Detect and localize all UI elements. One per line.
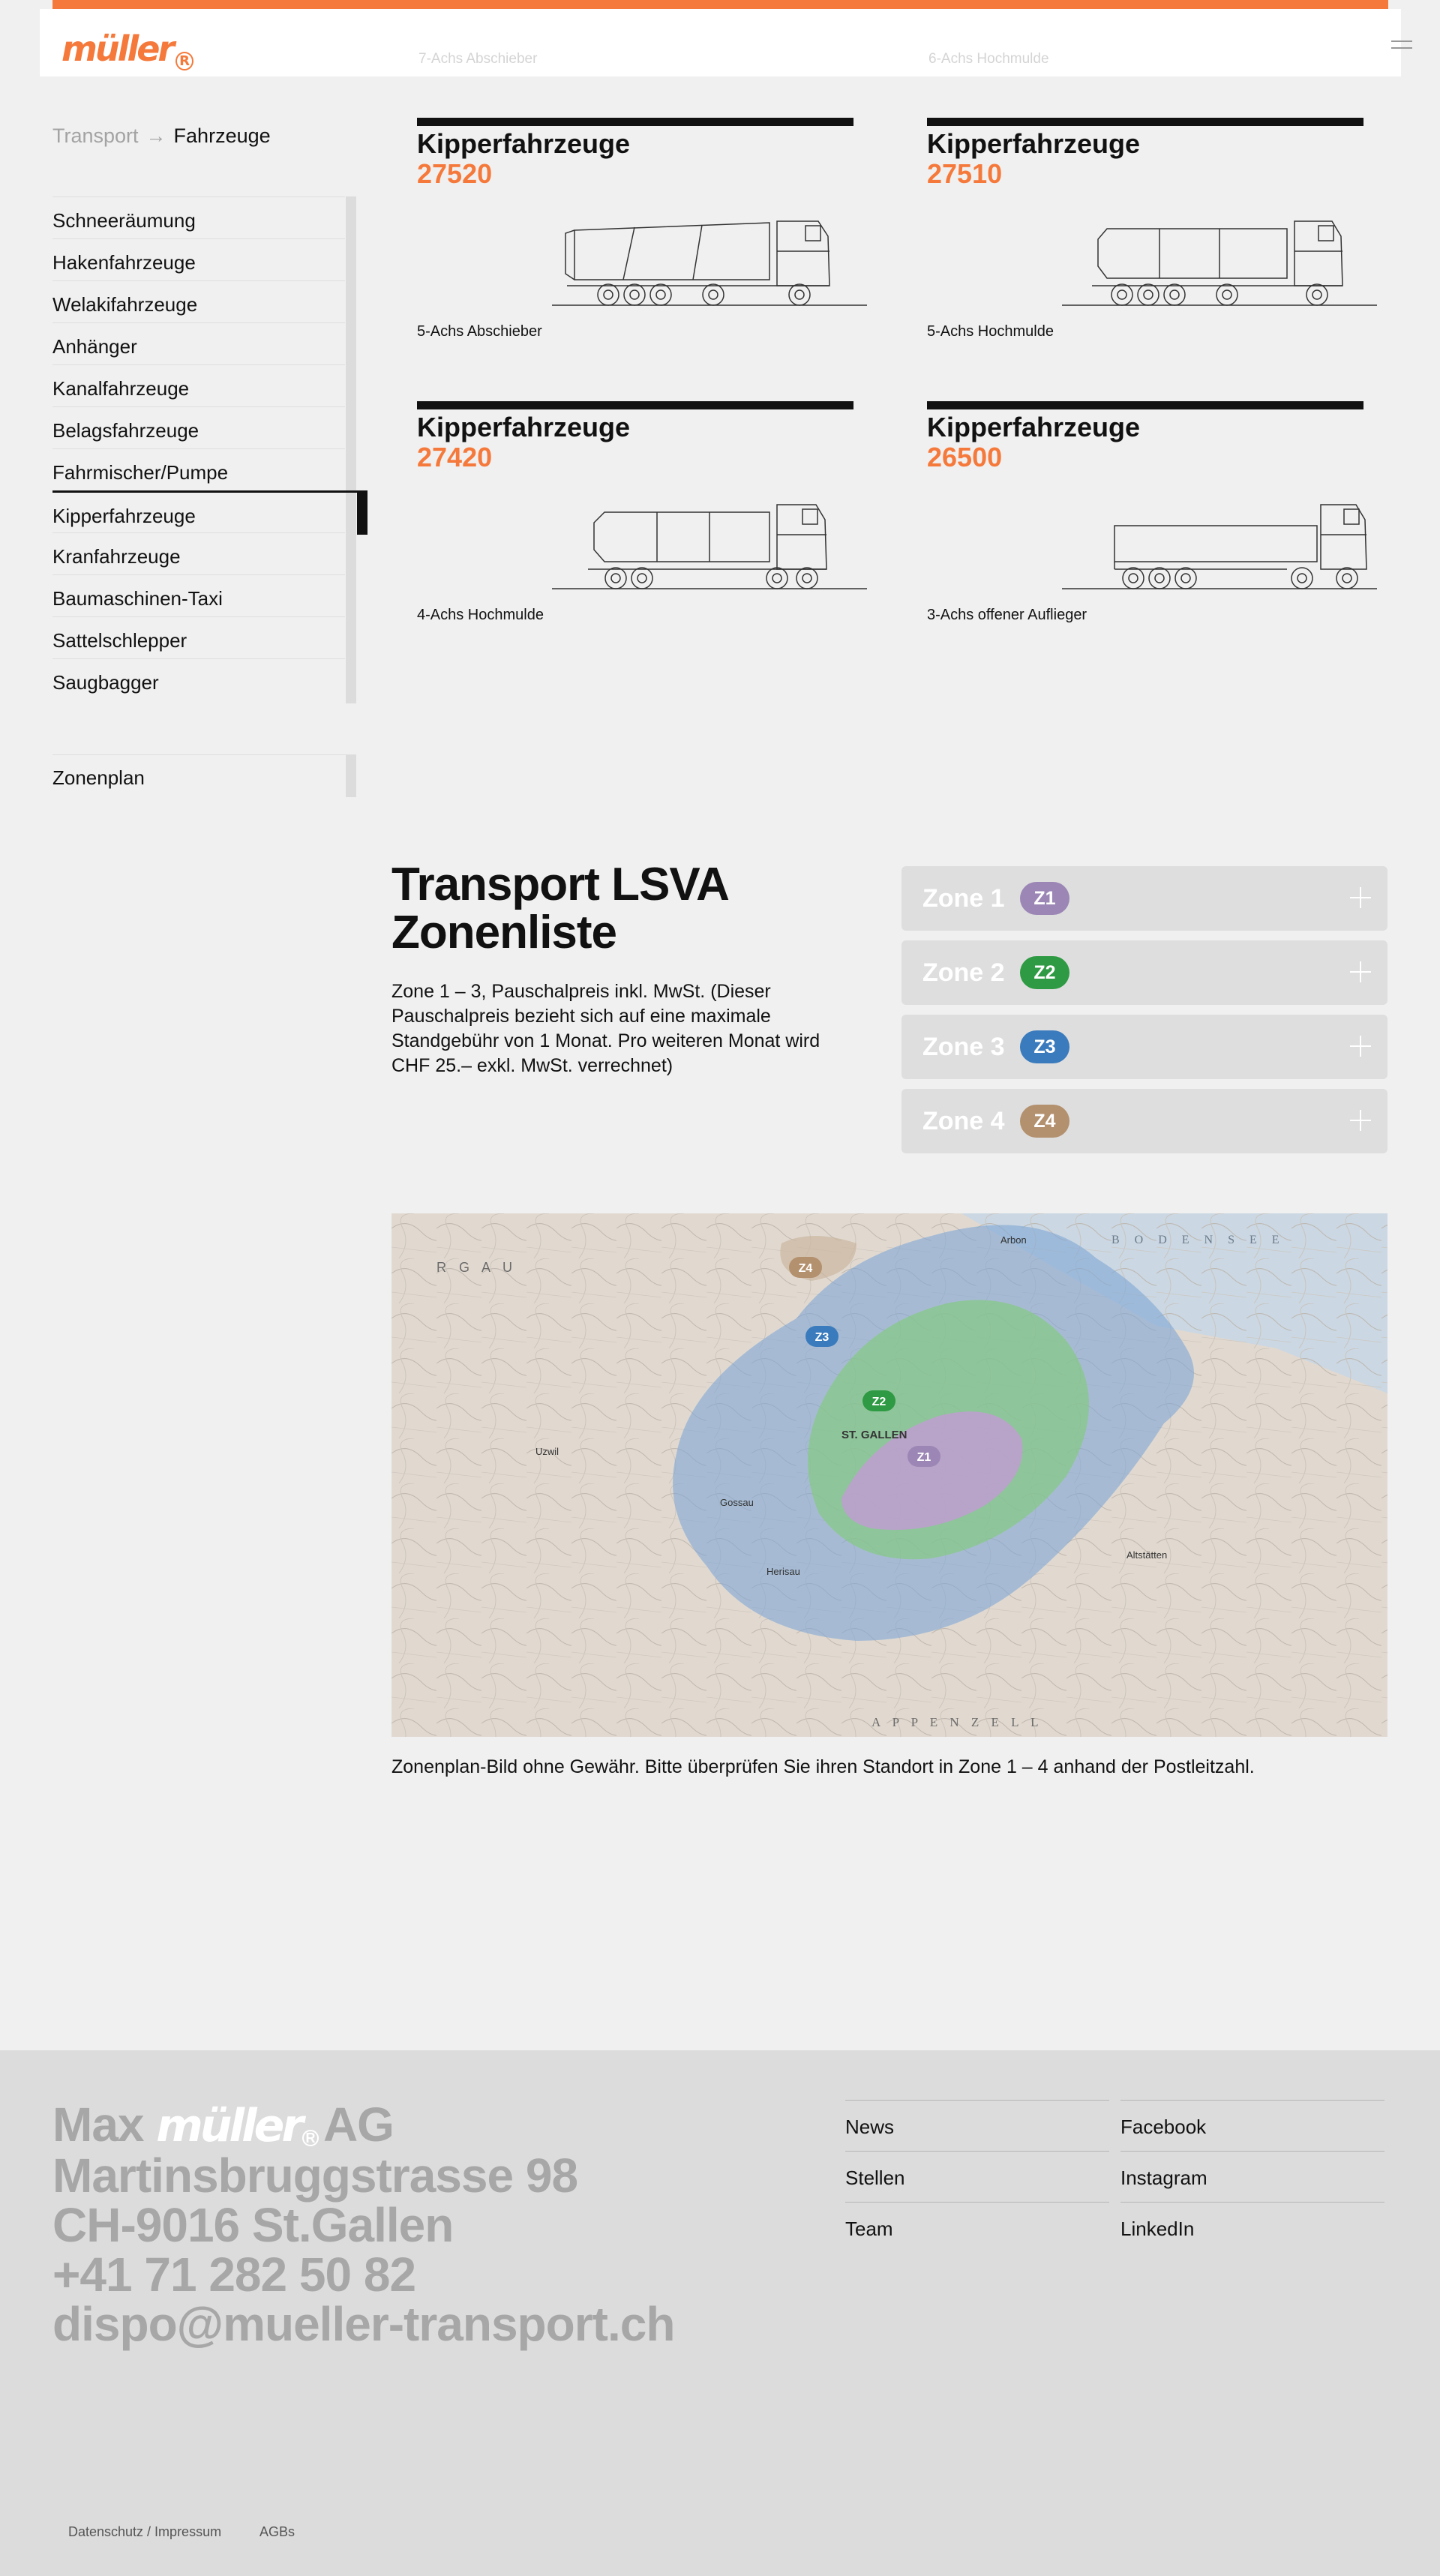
sidebar-item-kranfahrzeuge[interactable]: Kranfahrzeuge: [52, 532, 345, 574]
plus-icon[interactable]: [1350, 1036, 1371, 1057]
company-street: Martinsbruggstrasse 98: [52, 2149, 578, 2203]
zone-name: Zone 1: [922, 884, 1005, 913]
arrow-right-icon: →: [146, 124, 166, 147]
map-badge-z4: Z4: [798, 1262, 813, 1275]
company-email[interactable]: dispo@mueller-transport.ch: [52, 2297, 675, 2351]
site-header: [40, 9, 1401, 76]
ghost-caption-left: 7-Achs Abschieber: [418, 51, 538, 67]
company-name: [52, 2100, 674, 2151]
card-top-bar: [417, 118, 854, 126]
footer-link-linkedin[interactable]: LinkedIn: [1120, 2202, 1384, 2253]
zone-map: [392, 1213, 1388, 1737]
zonenliste-description: Zone 1 – 3, Pauschalpreis inkl. MwSt. (Dieser Pauschalpreis bezieht sich auf eine maximale Standgebühr von 1 Monat. Pro weiteren Monat wird CHF 25.– exkl. MwSt. verrechnet): [392, 981, 820, 1076]
sidebar-item-schneeraeumung[interactable]: Schneeräumung: [52, 196, 345, 238]
legal-link-agb[interactable]: AGBs: [260, 2524, 296, 2539]
vehicle-caption: 5-Achs Hochmulde: [927, 323, 1054, 340]
dump-truck-icon: [552, 214, 867, 319]
sidebar-scroll-track[interactable]: [346, 196, 356, 703]
footer-links-left: [845, 2100, 1109, 2253]
legal-link-datenschutz[interactable]: Datenschutz / Impressum: [68, 2524, 222, 2539]
vehicle-number: 26500: [927, 442, 1003, 472]
sidebar-item-baumaschinen-taxi[interactable]: Baumaschinen-Taxi: [52, 574, 345, 616]
plus-icon[interactable]: [1350, 887, 1371, 908]
title-line-1: Transport LSVA: [392, 859, 729, 910]
zone-map-image: [392, 1213, 1388, 1737]
zone-name: Zone 2: [922, 958, 1005, 987]
menu-icon[interactable]: [1391, 40, 1412, 51]
high-body-truck-icon: [1062, 214, 1377, 319]
vehicle-number: 27510: [927, 158, 1003, 189]
vehicle-title: Kipperfahrzeuge: [927, 128, 1141, 159]
sidebar-item-welakifahrzeuge[interactable]: Welakifahrzeuge: [52, 280, 345, 322]
map-label-lake: B O D E N S E E: [1112, 1234, 1286, 1246]
zone-name: Zone 4: [922, 1107, 1005, 1135]
breadcrumb: [52, 124, 271, 148]
zone-badge: Z2: [1020, 956, 1070, 989]
vehicle-caption: 5-Achs Abschieber: [417, 323, 542, 340]
zone-badge: Z4: [1020, 1105, 1070, 1138]
plus-icon[interactable]: [1350, 1110, 1371, 1131]
title-line-2: Zonenliste: [392, 907, 617, 958]
map-badge-z2: Z2: [872, 1396, 886, 1408]
breadcrumb-current: Fahrzeuge: [173, 124, 271, 147]
map-label-region-bottom: A P P E N Z E L L: [872, 1715, 1043, 1729]
map-label-gossau: Gossau: [720, 1497, 754, 1508]
vehicle-card[interactable]: [417, 118, 867, 358]
high-body-truck-icon: [552, 497, 867, 602]
sidebar-item-saugbagger[interactable]: Saugbagger: [52, 658, 345, 700]
card-top-bar: [927, 401, 1364, 409]
footer-link-team[interactable]: Team: [845, 2202, 1109, 2253]
page-title: [392, 861, 729, 957]
map-label-altstaetten: Altstätten: [1126, 1549, 1168, 1561]
map-label-uzwil: Uzwil: [536, 1446, 560, 1457]
sidebar-item-fahrmischer[interactable]: Fahrmischer/Pumpe: [52, 448, 345, 490]
company-address: [52, 2100, 674, 2349]
vehicle-caption: 3-Achs offener Auflieger: [927, 607, 1088, 623]
company-phone[interactable]: +41 71 282 50 82: [52, 2248, 416, 2302]
vehicle-title: Kipperfahrzeuge: [927, 412, 1141, 442]
sidebar-item-kipperfahrzeuge[interactable]: Kipperfahrzeuge: [52, 490, 368, 532]
vehicle-number: 27520: [417, 158, 493, 189]
map-caption: Zonenplan-Bild ohne Gewähr. Bitte überprüfen Sie ihren Standort in Zone 1 – 4 anhand der Postleitzahl.: [392, 1756, 1255, 1777]
footer-logo: müller: [156, 2100, 301, 2152]
map-badge-z1: Z1: [916, 1451, 932, 1464]
sidebar-item-zonenplan[interactable]: [52, 754, 356, 796]
logo-reg-mark: R: [176, 52, 194, 70]
ghost-caption-right: 6-Achs Hochmulde: [928, 51, 1049, 67]
company-suffix: AG: [322, 2098, 394, 2152]
vehicle-title: Kipperfahrzeuge: [417, 128, 631, 159]
zone-badge: Z3: [1020, 1030, 1070, 1063]
vehicle-number: 27420: [417, 442, 493, 472]
semi-trailer-icon: [1062, 497, 1377, 602]
footer-link-instagram[interactable]: Instagram: [1120, 2151, 1384, 2202]
vehicle-card[interactable]: [927, 401, 1377, 641]
vehicle-title: Kipperfahrzeuge: [417, 412, 631, 442]
footer-link-news[interactable]: News: [845, 2100, 1109, 2151]
sidebar-item-belagsfahrzeuge[interactable]: Belagsfahrzeuge: [52, 406, 345, 448]
zone-2-accordion[interactable]: [902, 940, 1388, 1005]
sidebar-scroll-track: [346, 755, 356, 797]
footer-logo-reg: R: [302, 2130, 319, 2146]
sidebar-item-kanalfahrzeuge[interactable]: Kanalfahrzeuge: [52, 364, 345, 406]
sidebar-item-hakenfahrzeuge[interactable]: Hakenfahrzeuge: [52, 238, 345, 280]
card-top-bar: [927, 118, 1364, 126]
plus-icon[interactable]: [1350, 961, 1371, 982]
zone-name: Zone 3: [922, 1033, 1005, 1061]
zone-4-accordion[interactable]: [902, 1089, 1388, 1153]
zone-3-accordion[interactable]: [902, 1015, 1388, 1079]
footer-link-stellen[interactable]: Stellen: [845, 2151, 1109, 2202]
zone-badge: Z1: [1020, 882, 1070, 915]
sidebar-item-label: Zonenplan: [52, 766, 145, 789]
vehicle-caption: 4-Achs Hochmulde: [417, 607, 544, 623]
map-label-herisau: Herisau: [766, 1566, 800, 1577]
accent-top-bar: [52, 0, 1388, 9]
logo[interactable]: [62, 28, 194, 69]
sidebar-item-sattelschlepper[interactable]: Sattelschlepper: [52, 616, 345, 658]
map-label-region-top: R G A U: [436, 1260, 518, 1275]
vehicle-card[interactable]: [417, 401, 867, 641]
zone-1-accordion[interactable]: [902, 866, 1388, 931]
vehicle-card[interactable]: [927, 118, 1377, 358]
map-badge-z3: Z3: [814, 1331, 830, 1344]
company-city: CH-9016 St.Gallen: [52, 2198, 454, 2252]
card-top-bar: [417, 401, 854, 409]
breadcrumb-parent[interactable]: Transport: [52, 124, 139, 147]
logo-text: müller: [62, 28, 173, 69]
footer-link-facebook[interactable]: Facebook: [1120, 2100, 1384, 2151]
sidebar-item-anhaenger[interactable]: Anhänger: [52, 322, 345, 364]
map-label-arbon: Arbon: [1000, 1234, 1027, 1246]
company-prefix: Max: [52, 2098, 144, 2152]
sidebar-nav: [52, 196, 356, 700]
footer-links-right: [1120, 2100, 1384, 2253]
map-label-city: ST. GALLEN: [842, 1429, 908, 1441]
